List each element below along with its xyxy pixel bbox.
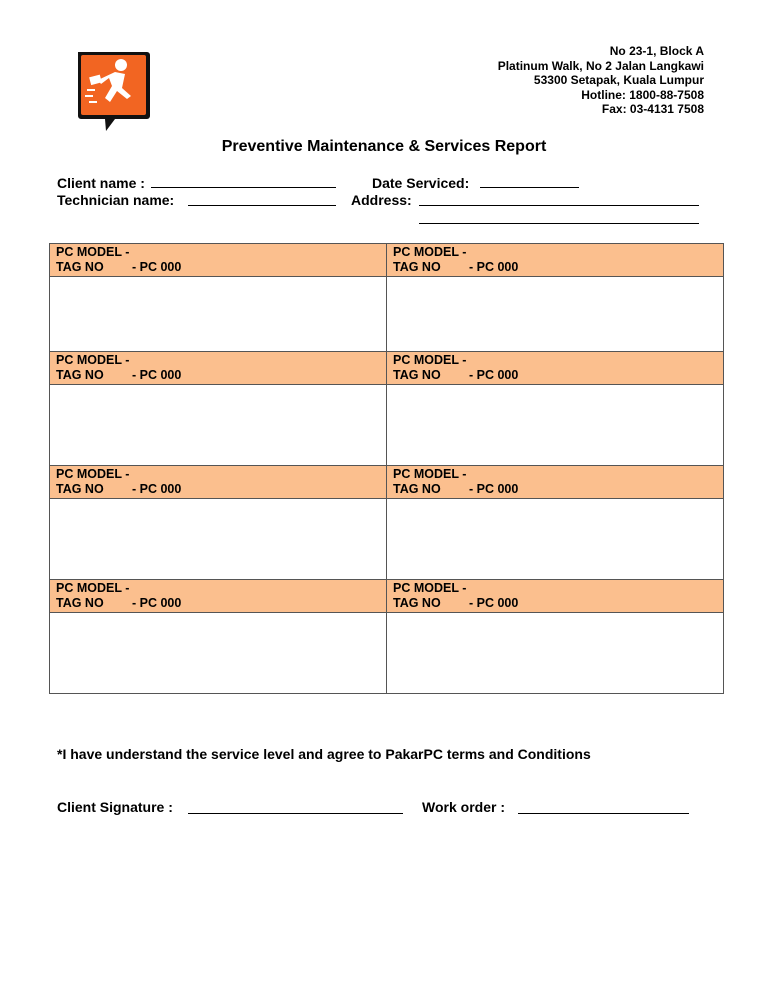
tag-no-label: TAG NO	[393, 482, 441, 496]
running-courier-logo-icon	[75, 50, 151, 132]
pc-notes-area[interactable]	[387, 277, 723, 352]
tag-no-label: TAG NO	[393, 368, 441, 382]
tag-no-label: TAG NO	[56, 596, 104, 610]
tag-no-value: - PC 000	[469, 368, 519, 382]
tag-no-value: - PC 000	[132, 596, 182, 610]
pc-block-header	[50, 580, 387, 613]
tag-no-value: - PC 000	[132, 260, 182, 274]
pc-model-label: PC MODEL -	[393, 581, 467, 595]
pc-block-header	[387, 580, 723, 613]
tag-no-label: TAG NO	[393, 596, 441, 610]
client-signature-label: Client Signature :	[57, 799, 173, 815]
address-field-line-1[interactable]	[419, 205, 699, 206]
hotline: Hotline: 1800-88-7508	[581, 87, 704, 102]
date-serviced-field[interactable]	[480, 187, 579, 188]
pc-block-header	[50, 466, 387, 499]
pc-notes-area[interactable]	[50, 385, 387, 466]
tag-no-label: TAG NO	[56, 482, 104, 496]
fax: Fax: 03-4131 7508	[601, 102, 704, 117]
pc-model-label: PC MODEL -	[393, 353, 467, 367]
client-name-label: Client name :	[57, 175, 145, 191]
tag-no-label: TAG NO	[56, 260, 104, 274]
pc-block-header	[387, 244, 723, 277]
pc-model-label: PC MODEL -	[56, 353, 130, 367]
pc-model-label: PC MODEL -	[56, 581, 130, 595]
technician-name-field[interactable]	[188, 205, 336, 206]
address-line: No 23-1, Block A	[609, 44, 704, 58]
pc-notes-area[interactable]	[50, 499, 387, 580]
date-serviced-label: Date Serviced:	[372, 175, 470, 191]
client-name-field[interactable]	[151, 187, 336, 188]
company-address	[498, 44, 704, 117]
tag-no-value: - PC 000	[132, 482, 182, 496]
pc-notes-area[interactable]	[387, 385, 723, 466]
pc-block-header	[50, 352, 387, 385]
pc-model-label: PC MODEL -	[393, 467, 467, 481]
report-title: Preventive Maintenance & Services Report	[221, 138, 547, 155]
pc-maintenance-grid	[49, 243, 724, 694]
tag-no-value: - PC 000	[469, 260, 519, 274]
pc-notes-area[interactable]	[387, 613, 723, 693]
address-field-line-2[interactable]	[419, 223, 699, 224]
pc-notes-area[interactable]	[387, 499, 723, 580]
pc-block-header	[387, 466, 723, 499]
pc-model-label: PC MODEL -	[56, 245, 130, 259]
work-order-label: Work order :	[422, 799, 505, 815]
tag-no-value: - PC 000	[469, 482, 519, 496]
pc-block-header	[50, 244, 387, 277]
pc-block-header	[387, 352, 723, 385]
agreement-statement: *I have understand the service level and agree to PakarPC terms and Conditions	[57, 746, 591, 762]
pc-notes-area[interactable]	[50, 277, 387, 352]
client-signature-field[interactable]	[188, 813, 403, 814]
pc-model-label: PC MODEL -	[56, 467, 130, 481]
address-label: Address:	[351, 192, 412, 208]
pc-model-label: PC MODEL -	[393, 245, 467, 259]
address-line: Platinum Walk, No 2 Jalan Langkawi	[497, 58, 704, 73]
work-order-field[interactable]	[518, 813, 689, 814]
technician-name-label: Technician name:	[57, 192, 175, 208]
tag-no-value: - PC 000	[469, 596, 519, 610]
pc-notes-area[interactable]	[50, 613, 387, 693]
tag-no-label: TAG NO	[393, 260, 441, 274]
tag-no-label: TAG NO	[56, 368, 104, 382]
address-line: 53300 Setapak, Kuala Lumpur	[533, 73, 704, 88]
tag-no-value: - PC 000	[132, 368, 182, 382]
